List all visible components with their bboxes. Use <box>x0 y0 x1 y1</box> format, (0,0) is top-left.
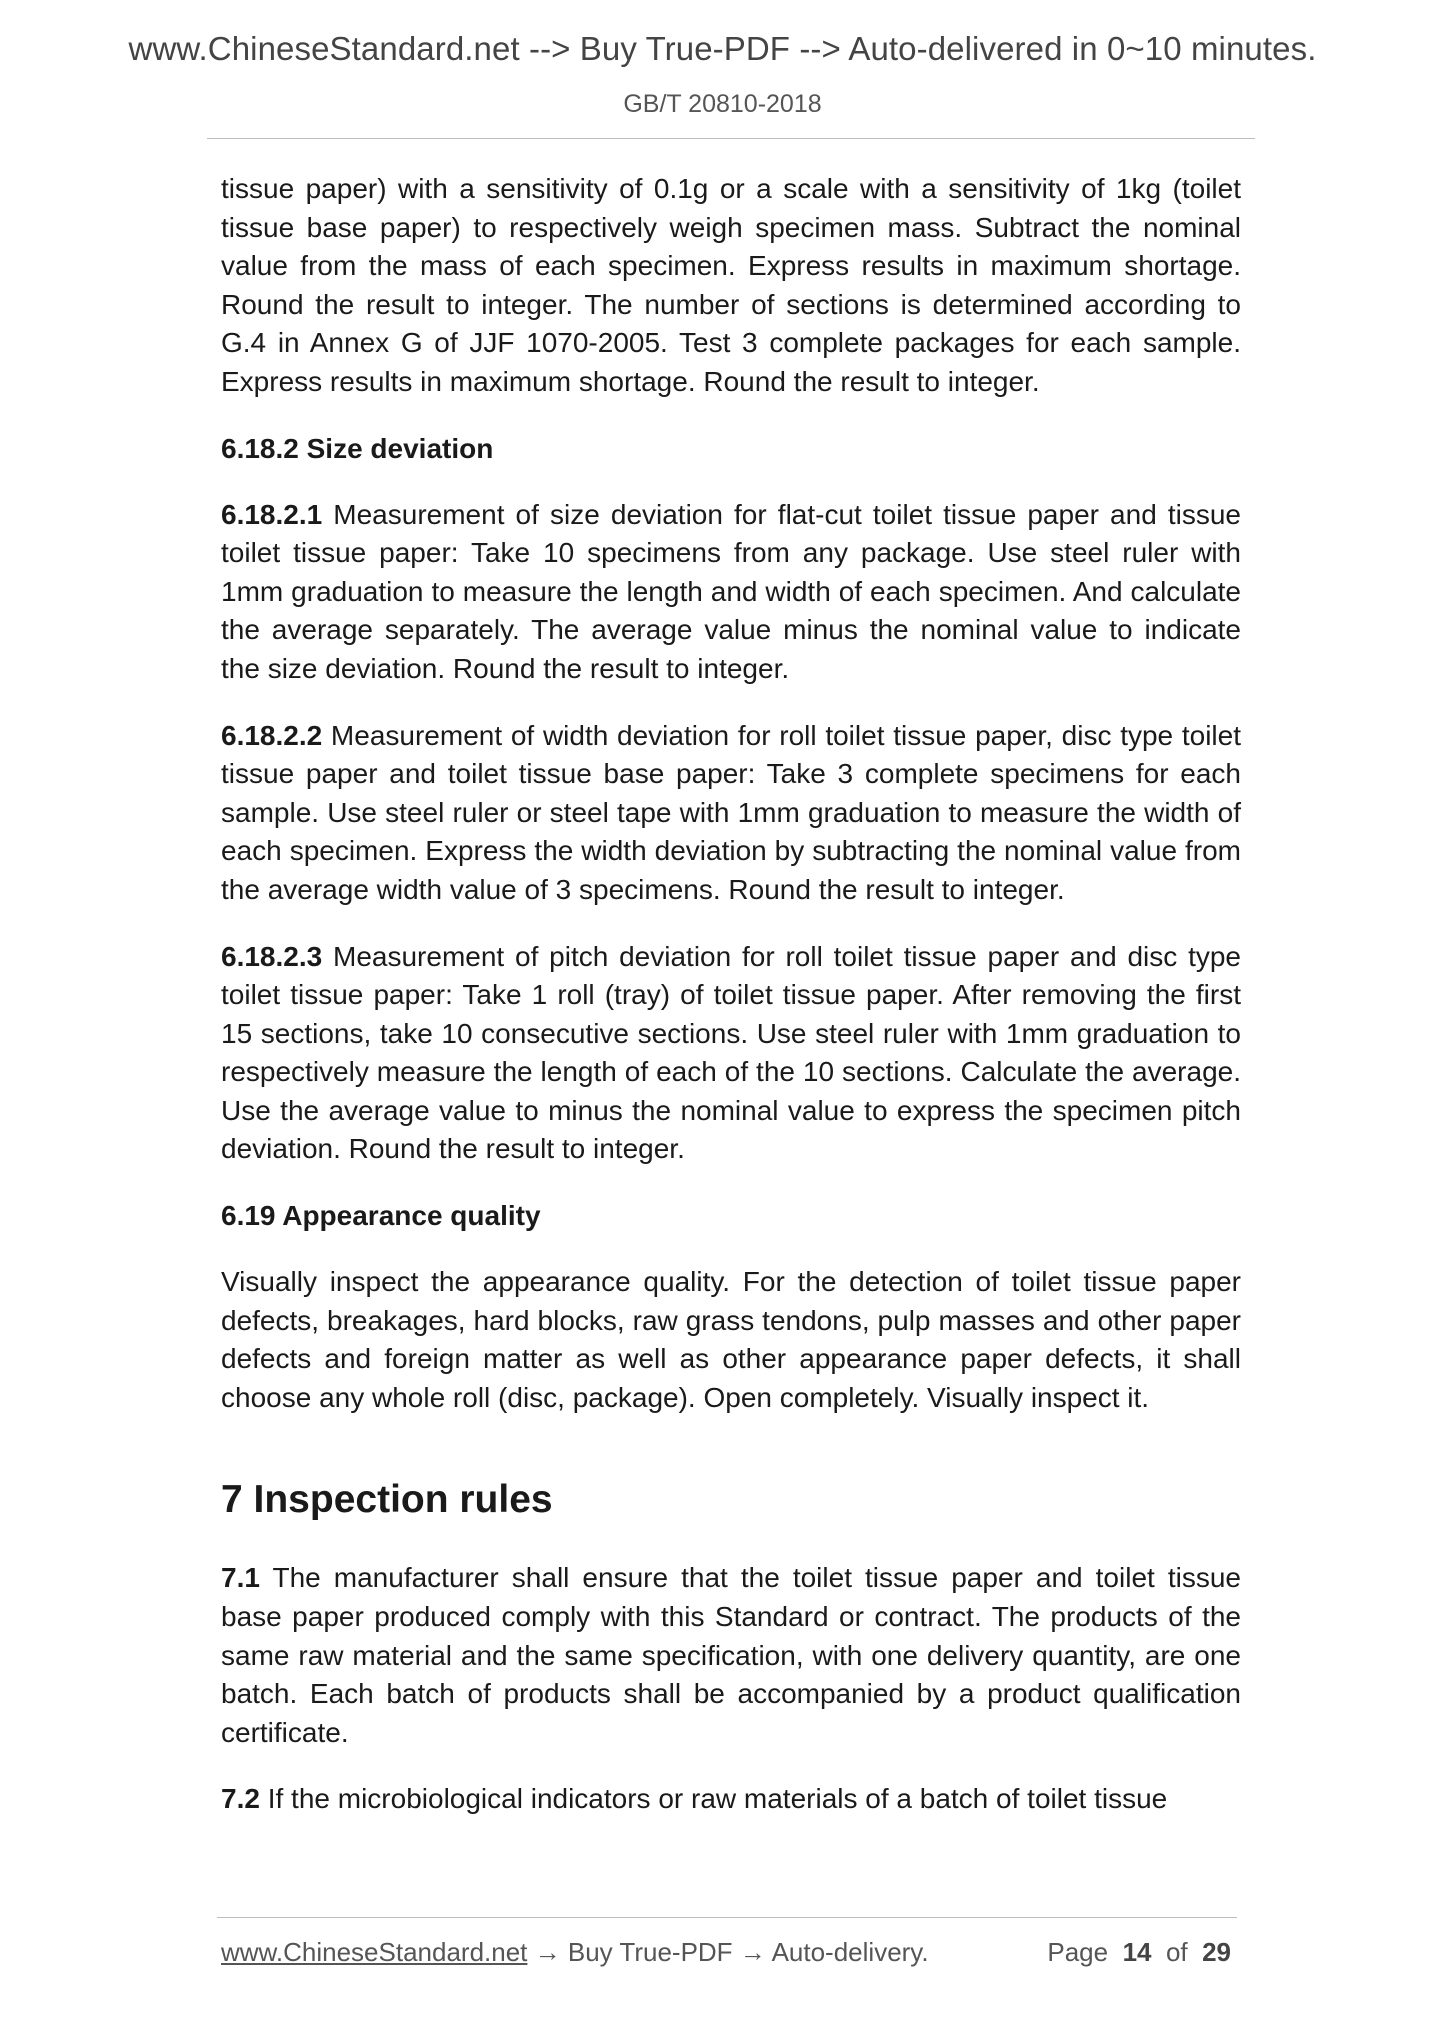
page-total: 29 <box>1202 1937 1231 1967</box>
clause-text: The manufacturer shall ensure that the toilet tissue paper and toilet tissue base paper produced comply with this Standard or contract. The products of the same raw material and the same specification, with one delivery quantity, are one batch. Each batch of products shall be accompanied by a product qualification certificate. <box>221 1562 1241 1748</box>
clause-number: 7.1 <box>221 1562 260 1594</box>
heading-6-19: 6.19 Appearance quality <box>221 1200 541 1232</box>
intro-paragraph: tissue paper) with a sensitivity of 0.1g or a scale with a sensitivity of 1kg (toilet tissue base paper) to respectively weigh specimen mass. Subtract the nominal value from the mass of each specimen. Express results in maximum shortage. Round the result to integer. The number of sections is determined according to G.4 in Annex G of JJF 1070-2005. Test 3 complete packages for each sample. Express results in maximum shortage. Round the result to integer. <box>221 173 1241 397</box>
header-divider <box>207 138 1255 139</box>
clause-text: Measurement of width deviation for roll toilet tissue paper, disc type toilet tissue paper and toilet tissue base paper: Take 3 complete specimens for each sample. Use steel ruler or steel tape with 1mm graduation to measure the width of each specimen. Express the width deviation by subtracting the nominal value from the average width value of 3 specimens. Round the result to integer. <box>221 719 1241 905</box>
of-label: of <box>1165 1937 1188 1967</box>
clause-6-18-2-1 <box>221 496 1241 689</box>
clause-number: 6.18.2.2 <box>221 719 323 751</box>
page-content <box>221 170 1241 1847</box>
document-code: GB/T 20810-2018 <box>623 90 822 118</box>
footer-divider <box>217 1917 1237 1918</box>
page-label: Page <box>1047 1937 1109 1967</box>
page-indicator <box>1047 1937 1231 1968</box>
clause-7-2 <box>221 1780 1241 1819</box>
clause-6-18-2-3 <box>221 938 1241 1170</box>
clause-number: 7.2 <box>221 1783 260 1815</box>
heading-6-18-2: 6.18.2 Size deviation <box>221 432 494 464</box>
clause-number: 6.18.2.1 <box>221 498 323 530</box>
footer-site-link[interactable]: www.ChineseStandard.net <box>221 1937 528 1967</box>
footer-text: → Buy True-PDF → Auto-delivery. <box>527 1937 929 1967</box>
clause-text: Measurement of pitch deviation for roll toilet tissue paper and disc type toilet tissue paper: Take 1 roll (tray) of toilet tissue paper. After removing the first 15 sections, take 10 consecutive sections. Use steel ruler with 1mm graduation to respectively measure the length of each of the 10 sections. Calculate the average. Use the average value to minus the nominal value to express the specimen pitch deviation. Round the result to integer. <box>221 940 1241 1165</box>
clause-text: If the microbiological indicators or raw materials of a batch of toilet tissue <box>259 1783 1168 1815</box>
page-footer <box>221 1937 1231 1968</box>
paragraph-6-19: Visually inspect the appearance quality. For the detection of toilet tissue paper defects, breakages, hard blocks, raw grass tendons, pulp masses and other paper defects and foreign matter as well as other appearance paper defects, it shall choose any whole roll (disc, package). Open completely. Visually inspect it. <box>221 1266 1241 1413</box>
page-number: 14 <box>1122 1937 1152 1967</box>
clause-number: 6.18.2.3 <box>221 940 323 972</box>
clause-6-18-2-2 <box>221 717 1241 910</box>
chapter-7-heading: 7 Inspection rules <box>221 1478 553 1522</box>
clause-7-1 <box>221 1559 1241 1752</box>
top-banner: www.ChineseStandard.net --> Buy True-PDF --> Auto-delivered in 0~10 minutes. <box>128 30 1317 67</box>
clause-text: Measurement of size deviation for flat-cut toilet tissue paper and tissue toilet tissue paper: Take 10 specimens from any package. Use steel ruler with 1mm graduation to measure the length and width of each specimen. And calculate the average separately. The average value minus the nominal value to indicate the size deviation. Round the result to integer. <box>221 498 1241 684</box>
